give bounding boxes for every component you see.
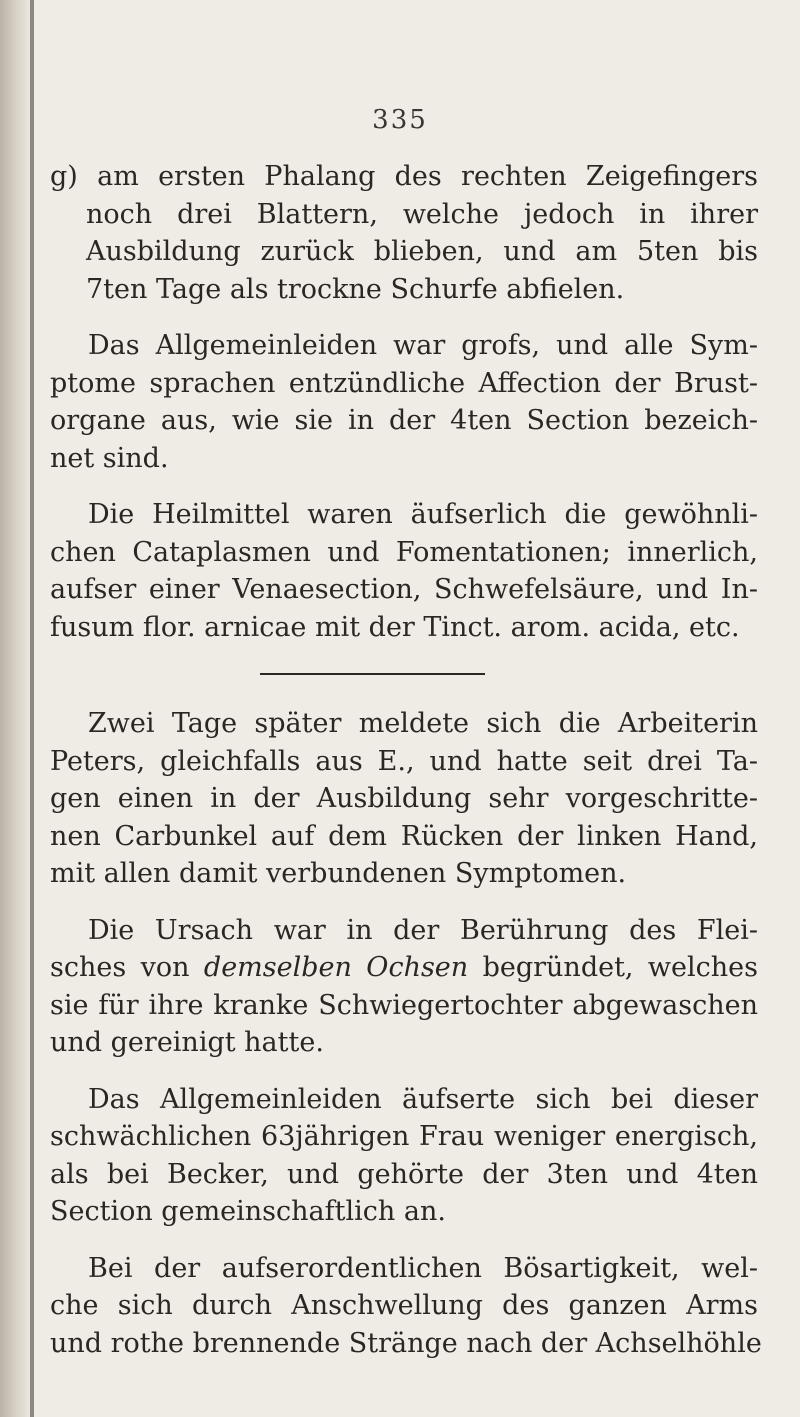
text-line: fusum flor. arnicae mit der Tinct. arom. acida, etc. (50, 611, 740, 643)
text-line: Das Allgemeinleiden war grofs, und alle Sym- (88, 330, 758, 361)
text-line: Die Ursach war in der Berührung des Flei- (88, 914, 758, 946)
text-segment: begründet, welches (482, 952, 758, 983)
section-divider (260, 673, 485, 675)
page-body (50, 158, 762, 1362)
text-line: g) am ersten Phalang des rechten Zeigefingers (50, 161, 758, 192)
paragraph-5 (50, 912, 758, 1062)
text-line: Ausbildung zurück blieben, und am 5ten bis (86, 236, 758, 267)
paragraph-3 (50, 496, 758, 646)
binding-edge (30, 0, 34, 1417)
text-line: 7ten Tage als trockne Schurfe abfielen. (86, 273, 625, 305)
text-line: net sind. (50, 442, 169, 474)
text-line: Zwei Tage später meldete sich die Arbeiterin (88, 708, 758, 739)
text-line: Peters, gleichfalls aus E., und hatte seit drei Ta- (50, 745, 758, 777)
text-line: Section gemeinschaftlich an. (50, 1196, 446, 1227)
page-number: 335 (372, 105, 428, 135)
emphasized-text: demselben Ochsen (203, 952, 469, 983)
book-gutter-shadow (0, 0, 30, 1417)
text-line: Das Allgemeinleiden äufserte sich bei dieser (88, 1083, 758, 1115)
text-line: und rothe brennende Stränge nach der Achselhöhle (50, 1327, 762, 1359)
text-line: organe aus, wie sie in der 4ten Section bezeich- (50, 405, 758, 436)
text-line (50, 949, 758, 987)
paragraph-6 (50, 1081, 758, 1231)
paragraph-2 (50, 327, 758, 477)
text-line: chen Cataplasmen und Fomentationen; innerlich, (50, 536, 758, 568)
text-line: Die Heilmittel waren äufserlich die gewöhnli- (88, 499, 758, 530)
text-line: nen Carbunkel auf dem Rücken der linken Hand, (50, 820, 758, 852)
text-line: gen einen in der Ausbildung sehr vorgeschritte- (50, 783, 758, 814)
text-line: sie für ihre kranke Schwiegertochter abgewaschen (50, 989, 758, 1021)
text-line: und gereinigt hatte. (50, 1027, 324, 1058)
text-segment: sches von (50, 952, 190, 983)
paragraph-4 (50, 705, 758, 893)
paragraph-7 (50, 1250, 762, 1363)
text-line: noch drei Blattern, welche jedoch in ihrer (86, 198, 758, 230)
text-line: schwächlichen 63jährigen Frau weniger energisch, (50, 1121, 758, 1152)
text-line: aufser einer Venaesection, Schwefelsäure, und In- (50, 574, 758, 605)
text-line: Bei der aufserordentlichen Bösartigkeit, wel- (88, 1252, 758, 1284)
paragraph-1 (50, 158, 758, 308)
text-line: ptome sprachen entzündliche Affection der Brust- (50, 367, 758, 399)
text-line: mit allen damit verbundenen Symptomen. (50, 858, 627, 889)
text-line: che sich durch Anschwellung des ganzen Arms (50, 1290, 758, 1321)
text-line: als bei Becker, und gehörte der 3ten und 4ten (50, 1158, 758, 1190)
